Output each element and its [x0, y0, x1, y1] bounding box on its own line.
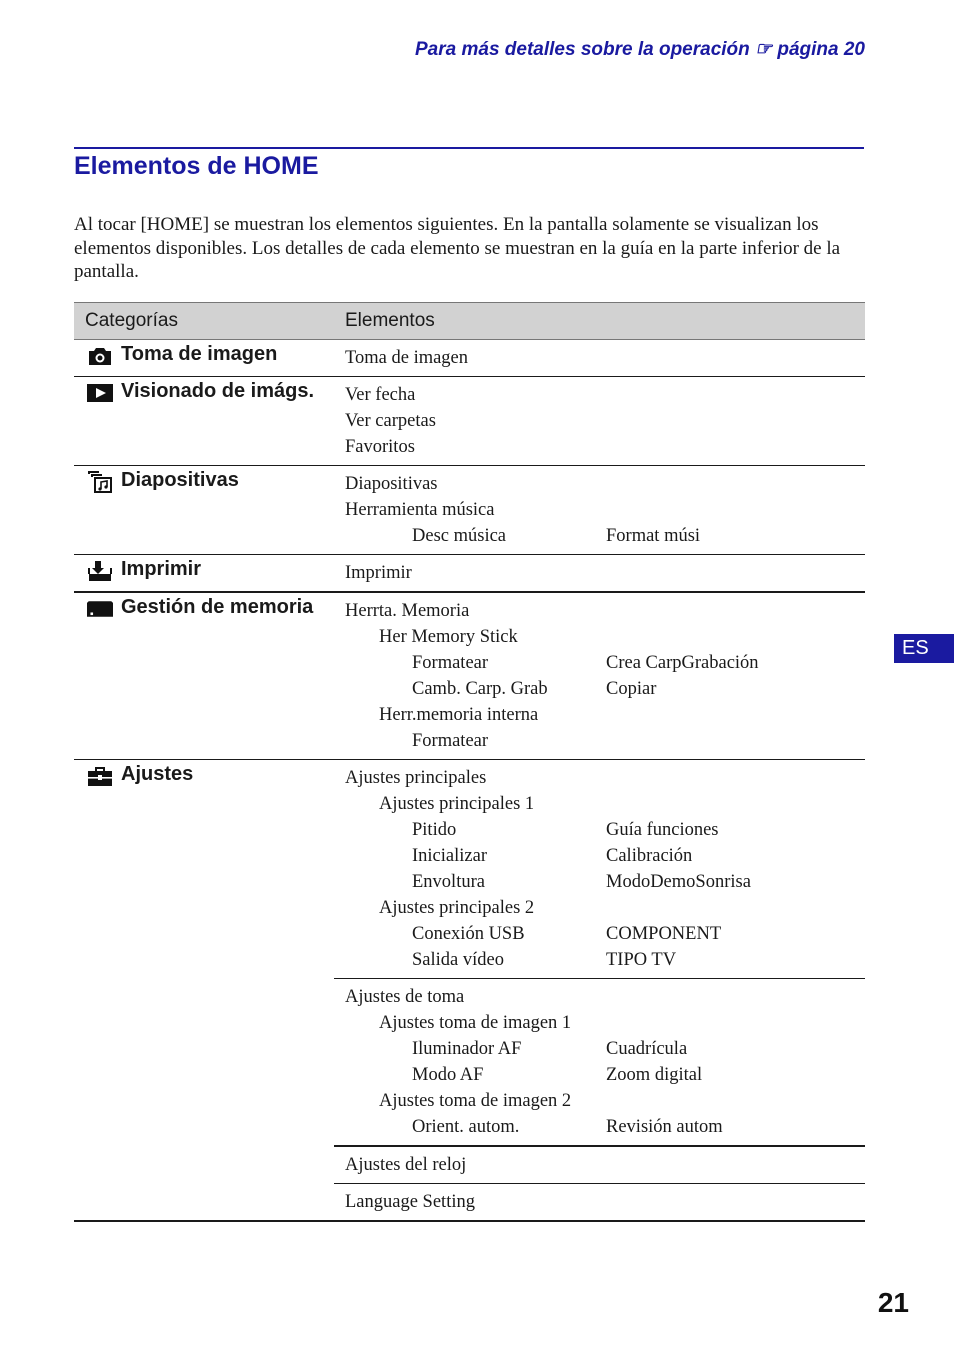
category-label: Diapositivas — [121, 469, 239, 491]
table-row — [74, 760, 865, 1222]
list-item: Diapositivas — [345, 474, 438, 494]
list-item: Herrta. Memoria — [345, 601, 470, 621]
table-row — [74, 593, 865, 760]
list-item: Salida vídeo TIPO TV — [412, 950, 677, 970]
category-slideshow — [74, 466, 334, 554]
list-item: Herr.memoria interna — [379, 705, 539, 725]
shoot-settings-block — [334, 978, 865, 1145]
slideshow-icon — [87, 471, 113, 493]
table-row — [74, 555, 865, 593]
table-row — [74, 340, 865, 377]
main-settings-block — [334, 760, 865, 978]
category-shooting — [74, 340, 334, 376]
col-items: Elementos — [345, 310, 435, 331]
list-item: Ajustes del reloj — [345, 1155, 467, 1175]
list-item: Ajustes principales — [345, 768, 487, 788]
language-tab: ES — [894, 634, 954, 663]
category-label: Visionado de imágs. — [121, 380, 315, 402]
table-row — [74, 466, 865, 555]
list-item: Ajustes principales 2 — [379, 898, 535, 918]
list-item: Favoritos — [345, 437, 415, 457]
language-settings-block — [334, 1183, 865, 1220]
category-memory — [74, 593, 334, 759]
list-item: Desc música Format músi — [412, 526, 701, 546]
list-item: Ajustes toma de imagen 2 — [379, 1091, 572, 1111]
list-item: Iluminador AF Cuadrícula — [412, 1039, 688, 1059]
list-item: Ver fecha — [345, 385, 416, 405]
category-label: Gestión de memoria — [121, 596, 314, 618]
category-label: Toma de imagen — [121, 343, 278, 365]
category-print — [74, 555, 334, 591]
list-item: Inicializar Calibración — [412, 846, 693, 866]
home-items-table — [74, 302, 865, 1222]
list-item: Orient. autom. Revisión autom — [412, 1117, 723, 1137]
category-label: Imprimir — [121, 558, 202, 580]
list-item: Conexión USB COMPONENT — [412, 924, 722, 944]
play-icon — [87, 382, 113, 404]
col-categories: Categorías — [85, 310, 178, 331]
list-item: Formatear Crea CarpGrabación — [412, 653, 759, 673]
page-reference: Para más detalles sobre la operación ☞ página 20 — [415, 39, 865, 60]
intro-paragraph: Al tocar [HOME] se muestran los elementos siguientes. En la pantalla solamente se visualizan los elementos disponibles. Los detalles de cada elemento se muestran en la guía en la parte inferior de la pantalla. — [74, 214, 841, 282]
list-item: Modo AF Zoom digital — [412, 1065, 703, 1085]
memory-card-icon — [87, 598, 113, 620]
toolbox-icon — [87, 765, 113, 787]
printer-icon — [87, 560, 113, 582]
camera-icon — [87, 345, 113, 367]
list-item: Pitido Guía funciones — [412, 820, 719, 840]
list-item: Camb. Carp. Grab Copiar — [412, 679, 657, 699]
list-item: Toma de imagen — [345, 348, 469, 368]
list-item: Envoltura ModoDemoSonrisa — [412, 872, 751, 892]
list-item: Herramienta música — [345, 500, 495, 520]
list-item: Imprimir — [345, 563, 412, 583]
list-item: Formatear — [412, 731, 489, 751]
list-item: Ajustes de toma — [345, 987, 465, 1007]
list-item: Language Setting — [345, 1192, 475, 1212]
list-item: Ver carpetas — [345, 411, 436, 431]
clock-settings-block — [334, 1145, 865, 1183]
list-item: Her Memory Stick — [379, 627, 518, 647]
page-number: 21 — [877, 1287, 909, 1318]
section-heading: Elementos de HOME — [74, 152, 319, 180]
heading-rule — [74, 147, 864, 149]
list-item: Ajustes toma de imagen 1 — [379, 1013, 572, 1033]
category-label: Ajustes — [121, 763, 194, 785]
list-item: Ajustes principales 1 — [379, 794, 535, 814]
table-row — [74, 377, 865, 466]
category-settings — [74, 760, 334, 1220]
table-header — [74, 302, 865, 340]
category-viewing — [74, 377, 334, 465]
